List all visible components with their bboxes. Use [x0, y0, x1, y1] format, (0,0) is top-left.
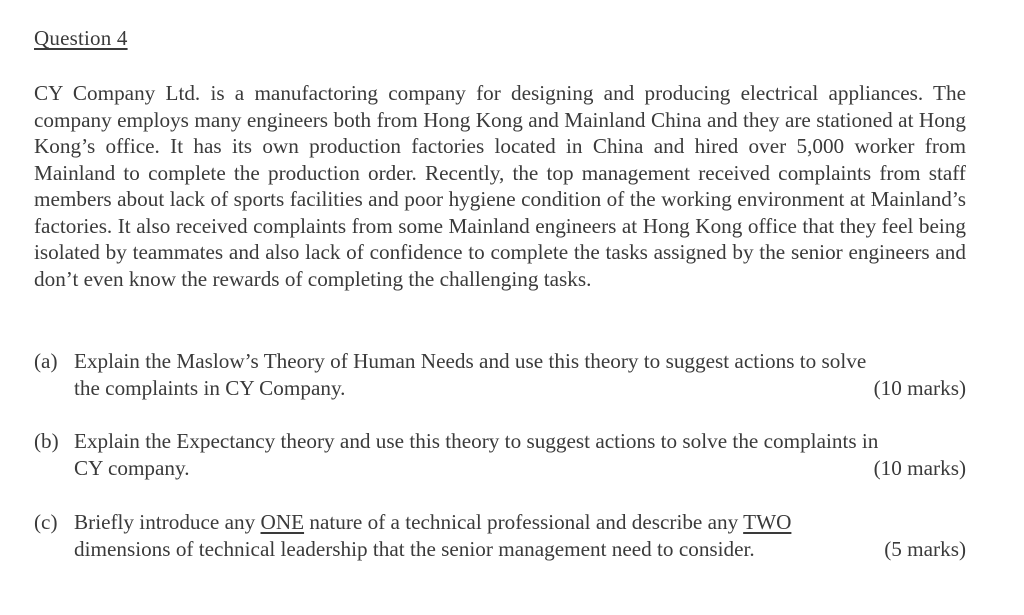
question-last-line: [74, 455, 966, 482]
question-text-segment: nature of a technical professional and describe any: [309, 510, 739, 534]
question-text-line: Explain the Expectancy theory and use this theory to suggest actions to solve the complaints in: [74, 429, 879, 453]
case-paragraph: CY Company Ltd. is a manufactoring company for designing and producing electrical appliances. The company employs many engineers both from Hong Kong and Mainland China and they are stationed at Hong Kong’s office. It has its own production factories located in China and hired over 5,000 worker from Mainland to complete the production order. Recently, the top management received complaints from staff members about lack of sports facilities and poor hygiene condition of the working environment at Mainland’s factories. It also received complaints from some Mainland engineers at Hong Kong office that they feel being isolated by teammates and also lack of confidence to complete the tasks assigned by the senior engineers and don’t even know the rewards of completing the challenging tasks.: [34, 81, 966, 291]
question-text-line: the complaints in CY Company.: [74, 375, 346, 400]
question-item-a: [34, 348, 966, 401]
question-text-segment: Briefly introduce any: [74, 510, 256, 534]
marks-label: (5 marks): [884, 536, 966, 561]
marks-label: (10 marks): [873, 455, 966, 480]
question-label: (c): [34, 510, 58, 534]
question-last-line: [74, 536, 966, 563]
marks-label: (10 marks): [873, 375, 966, 400]
question-label: (a): [34, 349, 58, 373]
question-text-line: CY company.: [74, 455, 190, 480]
underlined-keyword: TWO: [743, 510, 792, 534]
question-heading: Question 4: [34, 26, 128, 50]
question-label: (b): [34, 429, 59, 453]
question-item-b: [34, 428, 966, 481]
underlined-keyword: ONE: [260, 510, 305, 534]
question-item-c: [34, 509, 966, 562]
question-text-line: [74, 509, 966, 536]
question-last-line: [74, 375, 966, 402]
question-text-line: Explain the Maslow’s Theory of Human Needs and use this theory to suggest actions to solve: [74, 349, 867, 373]
question-text-line: dimensions of technical leadership that the senior management need to consider.: [74, 536, 755, 561]
